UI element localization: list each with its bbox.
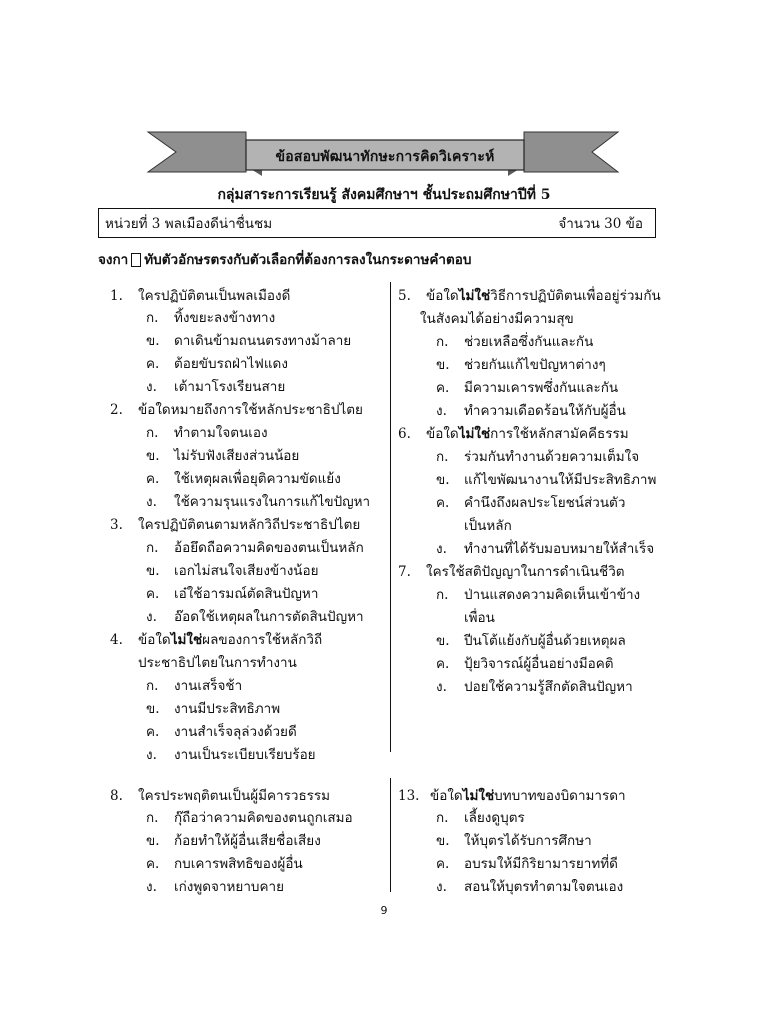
option-1c: ค. ต้อยขับรถฝ่าไฟแดง (146, 356, 288, 372)
option-4a: ก. งานเสร็จช้า (146, 678, 243, 694)
option-7a: ก. ป่านแสดงความคิดเห็นเข้าข้าง (436, 587, 641, 603)
question-7: 7. ใครใช้สติปัญญาในการดำเนินชีวิต (398, 564, 625, 580)
option-2b: ข. ไม่รับฟังเสียงส่วนน้อย (146, 448, 300, 464)
option-13d: ง. สอนให้บุตรทำตามใจตนเอง (436, 879, 624, 895)
instruction-post: ทับตัวอักษรตรงกับตัวเลือกที่ต้องการลงในกระดาษคำตอบ (144, 252, 472, 268)
option-3a: ก. อ้อยึดถือความคิดของตนเป็นหลัก (146, 540, 364, 556)
instruction (98, 248, 471, 270)
question-4-cont: ประชาธิปไตยในการทำงาน (138, 655, 297, 671)
option-6d: ง. ทำงานที่ได้รับมอบหมายให้สำเร็จ (436, 541, 655, 557)
option-6a: ก. ร่วมกันทำงานด้วยความเต็มใจ (436, 449, 640, 465)
option-7b: ข. ปีนโต้แย้งกับผู้อื่นด้วยเหตุผล (436, 633, 626, 649)
question-5-cont: ในสังคมได้อย่างมีความสุข (420, 311, 574, 327)
question-4: 4. ข้อใดไม่ใช่ผลของการใช้หลักวิถี (110, 632, 323, 648)
question-1: 1. ใครปฏิบัติตนเป็นพลเมืองดี (110, 288, 291, 304)
question-8-block (110, 784, 386, 894)
unit-box (98, 208, 656, 238)
banner-title: ข้อสอบพัฒนาทักษะการคิดวิเคราะห์ (275, 149, 495, 165)
option-1a: ก. ทิ้งขยะลงข้างทาง (146, 310, 276, 326)
subtitle: กลุ่มสาระการเรียนรู้ สังคมศึกษาฯ ชั้นประถมศึกษาปีที่ 5 (217, 187, 551, 203)
page-number: 9 (380, 904, 388, 917)
option-2c: ค. ใช้เหตุผลเพื่อยุติความขัดแย้ง (146, 471, 341, 487)
instruction-pre: จงกา (98, 252, 129, 268)
option-4d: ง. งานเป็นระเบียบเรียบร้อย (146, 747, 316, 763)
option-8d: ง. เก่งพูดจาหยาบคาย (146, 879, 285, 895)
column-divider-bottom (390, 778, 391, 892)
option-8a: ก. กุ๊ถือว่าความคิดของตนถูกเสมอ (146, 810, 353, 826)
option-6c-cont: เป็นหลัก (464, 518, 512, 534)
option-7c: ค. ปุ้ยวิจารณ์ผู้อื่นอย่างมีอคติ (436, 656, 614, 672)
option-5c: ค. มีความเคารพซึ่งกันและกัน (436, 380, 619, 396)
column-divider-top (390, 282, 391, 752)
question-13-block (398, 784, 688, 894)
option-13a: ก. เลี้ยงดูบุตร (436, 810, 525, 826)
option-4b: ข. งานมีประสิทธิภาพ (146, 701, 281, 717)
option-6c: ค. คำนึงถึงผลประโยชน์ส่วนตัว (436, 495, 626, 511)
option-8b: ข. ก้อยทำให้ผู้อื่นเสียชื่อเสียง (146, 833, 321, 849)
unit-label: หน่วยที่ 3 พลเมืองดีน่าชื่นชม (105, 216, 273, 232)
option-2d: ง. ใช้ความรุนแรงในการแก้ไขปัญหา (146, 494, 371, 510)
option-2a: ก. ทำตามใจตนเอง (146, 425, 268, 441)
option-4c: ค. งานสำเร็จลุล่วงด้วยดี (146, 724, 297, 740)
option-1b: ข. ดาเดินข้ามถนนตรงทางม้าลาย (146, 333, 352, 349)
option-13b: ข. ให้บุตรได้รับการศึกษา (436, 833, 592, 849)
option-8c: ค. กบเคารพสิทธิของผู้อื่น (146, 856, 303, 872)
question-5: 5. ข้อใดไม่ใช่วิธีการปฏิบัติตนเพื่ออยู่ร่วมกัน (398, 288, 661, 304)
question-6: 6. ข้อใดไม่ใช่การใช้หลักสามัคคีธรรม (398, 426, 629, 442)
option-7d: ง. ปอยใช้ความรู้สึกตัดสินปัญหา (436, 679, 633, 695)
option-5a: ก. ช่วยเหลือซึ่งกันและกัน (436, 334, 594, 350)
question-8: 8. ใครประพฤติตนเป็นผู้มีคารวธรรม (110, 788, 331, 804)
option-3b: ข. เอกไม่สนใจเสียงข้างน้อย (146, 563, 319, 579)
left-column (110, 284, 386, 763)
option-13c: ค. อบรมให้มีกิริยามารยาทที่ดี (436, 856, 618, 872)
option-3d: ง. อ๊อดใช้เหตุผลในการตัดสินปัญหา (146, 609, 364, 625)
right-column (398, 284, 688, 754)
option-6b: ข. แก้ไขพัฒนางานให้มีประสิทธิภาพ (436, 472, 657, 488)
checkbox-icon (131, 253, 141, 267)
option-5d: ง. ทำความเดือดร้อนให้กับผู้อื่น (436, 403, 626, 419)
question-3: 3. ใครปฏิบัติตนตามหลักวิถีประชาธิปไตย (110, 517, 361, 533)
option-7a-cont: เพื่อน (464, 610, 495, 626)
option-5b: ข. ช่วยกันแก้ไขปัญหาต่างๆ (436, 357, 606, 373)
question-13: 13. ข้อใดไม่ใช่บทบาทของบิดามารดา (398, 788, 626, 804)
question-2: 2. ข้อใดหมายถึงการใช้หลักประชาธิปไตย (110, 402, 363, 418)
option-3c: ค. เอ๋ใช้อารมณ์ตัดสินปัญหา (146, 586, 319, 602)
option-1d: ง. เต้ามาโรงเรียนสาย (146, 379, 286, 395)
question-count: จำนวน 30 ข้อ (558, 216, 643, 232)
